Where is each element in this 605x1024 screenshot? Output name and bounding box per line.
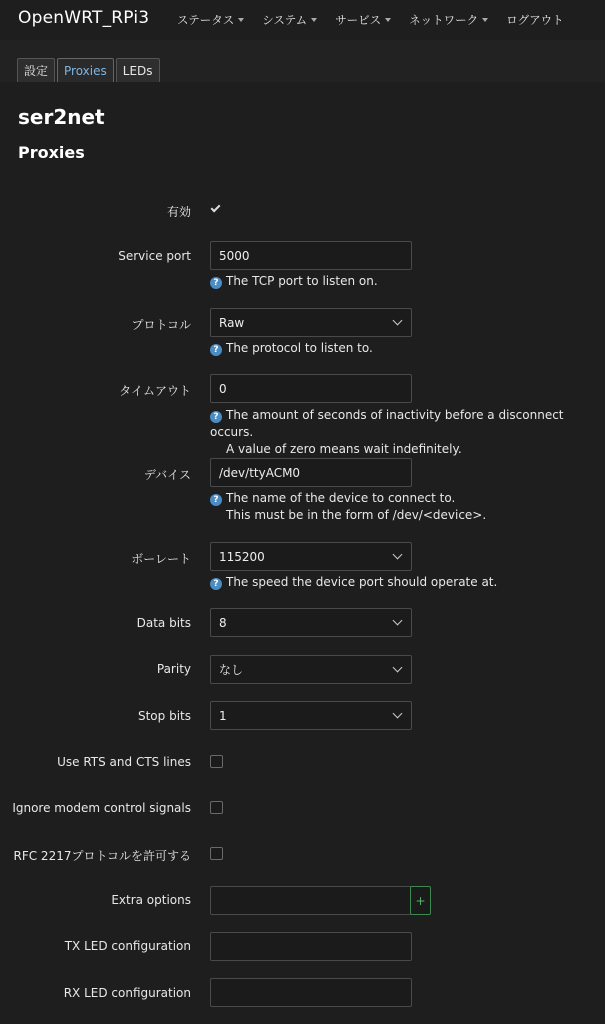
caret-down-icon: [482, 18, 488, 22]
ignore-modem-label: Ignore modem control signals: [12, 801, 191, 815]
question-circle-icon: ?: [210, 578, 222, 590]
add-option-button[interactable]: +: [410, 886, 431, 915]
protocol-label: プロトコル: [131, 318, 191, 332]
service-port-input[interactable]: 5000: [210, 241, 412, 270]
stop-bits-select[interactable]: [210, 701, 412, 730]
menu-logout[interactable]: [506, 12, 564, 28]
checkmark-icon: [211, 203, 221, 213]
protocol-help: [210, 340, 373, 357]
caret-down-icon: [238, 18, 244, 22]
extra-options-label: Extra options: [111, 893, 191, 907]
chevron-down-icon: [393, 616, 403, 626]
extra-options-input[interactable]: [210, 886, 412, 915]
device-help-text-2: This must be in the form of /dev/<device>.: [226, 508, 487, 522]
caret-down-icon: [311, 18, 317, 22]
stop-bits-label: Stop bits: [137, 709, 191, 723]
baudrate-help-text: The speed the device port should operate at.: [226, 575, 498, 589]
device-help-text-1: The name of the device to connect to.: [226, 491, 456, 505]
section-title: Proxies: [18, 143, 85, 162]
baudrate-help: [210, 574, 497, 591]
baudrate-select[interactable]: [210, 542, 412, 571]
service-port-help: [210, 273, 378, 290]
brand-title[interactable]: OpenWRT_RPi3: [18, 8, 150, 28]
menu-logout-label: ログアウト: [506, 13, 564, 27]
rfc2217-checkbox[interactable]: [210, 847, 223, 860]
rtscts-label: Use RTS and CTS lines: [57, 755, 191, 769]
rtscts-checkbox[interactable]: [210, 755, 223, 768]
enabled-checkbox[interactable]: [210, 203, 223, 216]
menu-system[interactable]: [262, 12, 317, 28]
timeout-label: タイムアウト: [119, 384, 191, 398]
enabled-label: 有効: [166, 205, 191, 219]
tx-led-label: TX LED configuration: [64, 939, 191, 953]
tab-leds[interactable]: LEDs: [116, 58, 160, 82]
main-menu: [177, 12, 582, 28]
timeout-help: [210, 407, 605, 458]
data-bits-label: Data bits: [136, 616, 191, 630]
device-help: [210, 490, 486, 524]
tab-bar: [17, 58, 162, 82]
rfc2217-label: RFC 2217プロトコルを許可する: [13, 849, 191, 863]
tx-led-input[interactable]: [210, 932, 412, 961]
stop-bits-value: 1: [219, 708, 227, 723]
menu-system-label: システム: [262, 13, 308, 27]
menu-network-label: ネットワーク: [409, 13, 479, 27]
protocol-value: Raw: [219, 315, 245, 330]
protocol-select[interactable]: [210, 308, 412, 337]
service-port-label: Service port: [118, 249, 191, 263]
data-bits-value: 8: [219, 615, 227, 630]
chevron-down-icon: [393, 550, 403, 560]
parity-label: Parity: [156, 662, 191, 676]
tab-proxies[interactable]: Proxies: [57, 58, 114, 82]
chevron-down-icon: [393, 663, 403, 673]
protocol-help-text: The protocol to listen to.: [226, 341, 373, 355]
data-bits-select[interactable]: [210, 608, 412, 637]
menu-status[interactable]: [177, 12, 244, 28]
parity-value: なし: [219, 663, 244, 677]
baudrate-value: 115200: [219, 549, 265, 564]
device-input[interactable]: /dev/ttyACM0: [210, 458, 412, 487]
tab-settings[interactable]: 設定: [17, 58, 55, 82]
caret-down-icon: [385, 18, 391, 22]
timeout-help-text-1: The amount of seconds of inactivity before a disconnect occurs.: [210, 408, 564, 439]
chevron-down-icon: [393, 316, 403, 326]
top-navbar: [0, 0, 605, 40]
rx-led-input[interactable]: [210, 978, 412, 1007]
question-circle-icon: ?: [210, 344, 222, 356]
timeout-help-text-2: A value of zero means wait indefinitely.: [226, 442, 462, 456]
parity-select[interactable]: [210, 655, 412, 684]
menu-services[interactable]: [335, 12, 391, 28]
page-title: ser2net: [18, 105, 105, 129]
chevron-down-icon: [393, 709, 403, 719]
question-circle-icon: ?: [210, 277, 222, 289]
device-label: デバイス: [143, 468, 191, 482]
rx-led-label: RX LED configuration: [63, 986, 191, 1000]
menu-status-label: ステータス: [177, 13, 235, 27]
service-port-help-text: The TCP port to listen on.: [226, 274, 378, 288]
question-circle-icon: ?: [210, 411, 222, 423]
menu-network[interactable]: [409, 12, 488, 28]
ignore-modem-checkbox[interactable]: [210, 801, 223, 814]
menu-services-label: サービス: [335, 13, 382, 27]
timeout-input[interactable]: 0: [210, 374, 412, 403]
baudrate-label: ボーレート: [131, 552, 191, 566]
question-circle-icon: ?: [210, 494, 222, 506]
